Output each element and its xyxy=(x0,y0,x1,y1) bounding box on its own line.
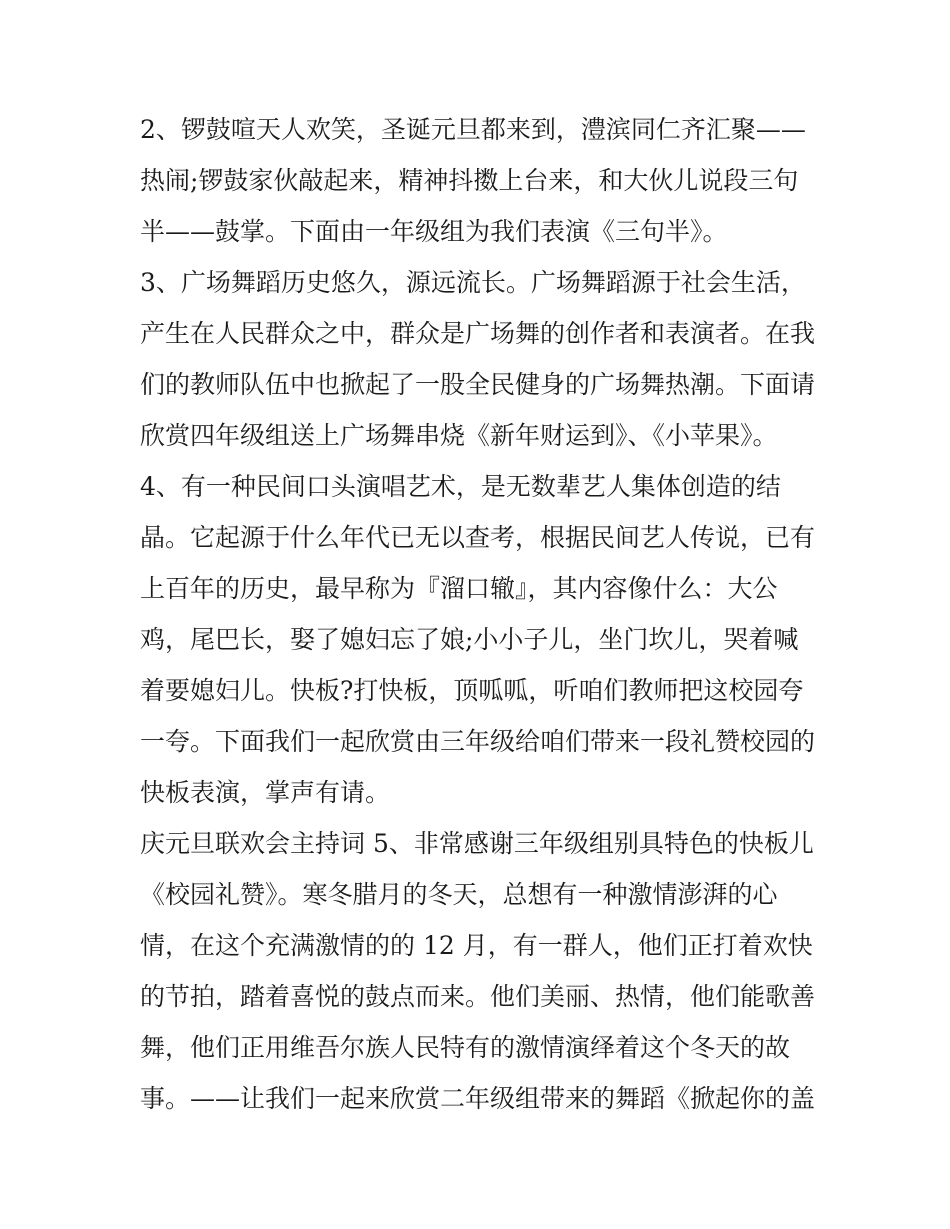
text-line: 3、广场舞蹈历史悠久，源远流长。广场舞蹈源于社会生活， xyxy=(140,268,806,297)
text-line: 半——鼓掌。下面由一年级组为我们表演《三句半》。 xyxy=(140,217,728,246)
text-line: 的节拍，踏着喜悦的鼓点而来。他们美丽、热情，他们能歌善 xyxy=(140,982,816,1011)
text-line: 欣赏四年级组送上广场舞串烧《新年财运到》、《小苹果》。 xyxy=(140,421,778,450)
text-line: 庆元旦联欢会主持词 5、非常感谢三年级组别具特色的快板儿 xyxy=(140,829,814,858)
text-line: 舞，他们正用维吾尔族人民特有的激情演绎着这个冬天的故 xyxy=(140,1033,791,1062)
text-line: 事。——让我们一起来欣赏二年级组带来的舞蹈《掀起你的盖 xyxy=(140,1084,816,1113)
text-line: 4、有一种民间口头演唱艺术，是无数辈艺人集体创造的结 xyxy=(140,472,781,501)
text-line: 晶。它起源于什么年代已无以查考，根据民间艺人传说，已有 xyxy=(140,523,816,552)
text-line: 鸡，尾巴长，娶了媳妇忘了娘;小小子儿，坐门坎儿，哭着喊 xyxy=(140,625,799,654)
text-line: 热闹;锣鼓家伙敲起来，精神抖擞上台来，和大伙儿说段三句 xyxy=(140,166,799,195)
text-line: 2、锣鼓喧天人欢笑，圣诞元旦都来到，澧滨同仁齐汇聚—— xyxy=(140,115,806,144)
text-line: 产生在人民群众之中，群众是广场舞的创作者和表演者。在我 xyxy=(140,319,816,348)
text-line: 们的教师队伍中也掀起了一股全民健身的广场舞热潮。下面请 xyxy=(140,370,816,399)
text-line: 快板表演，掌声有请。 xyxy=(140,778,391,807)
text-line: 情，在这个充满激情的的 12 月，有一群人，他们正打着欢快 xyxy=(140,931,813,960)
text-line: 着要媳妇儿。快板?打快板，顶呱呱，听咱们教师把这校园夸 xyxy=(140,676,804,705)
text-line: 《校园礼赞》。寒冬腊月的冬天，总想有一种激情澎湃的心 xyxy=(140,880,778,909)
text-line: 一夸。下面我们一起欣赏由三年级给咱们带来一段礼赞校园的 xyxy=(140,727,816,756)
text-line: 上百年的历史，最早称为『溜口辙』，其内容像什么：大公 xyxy=(140,574,778,603)
